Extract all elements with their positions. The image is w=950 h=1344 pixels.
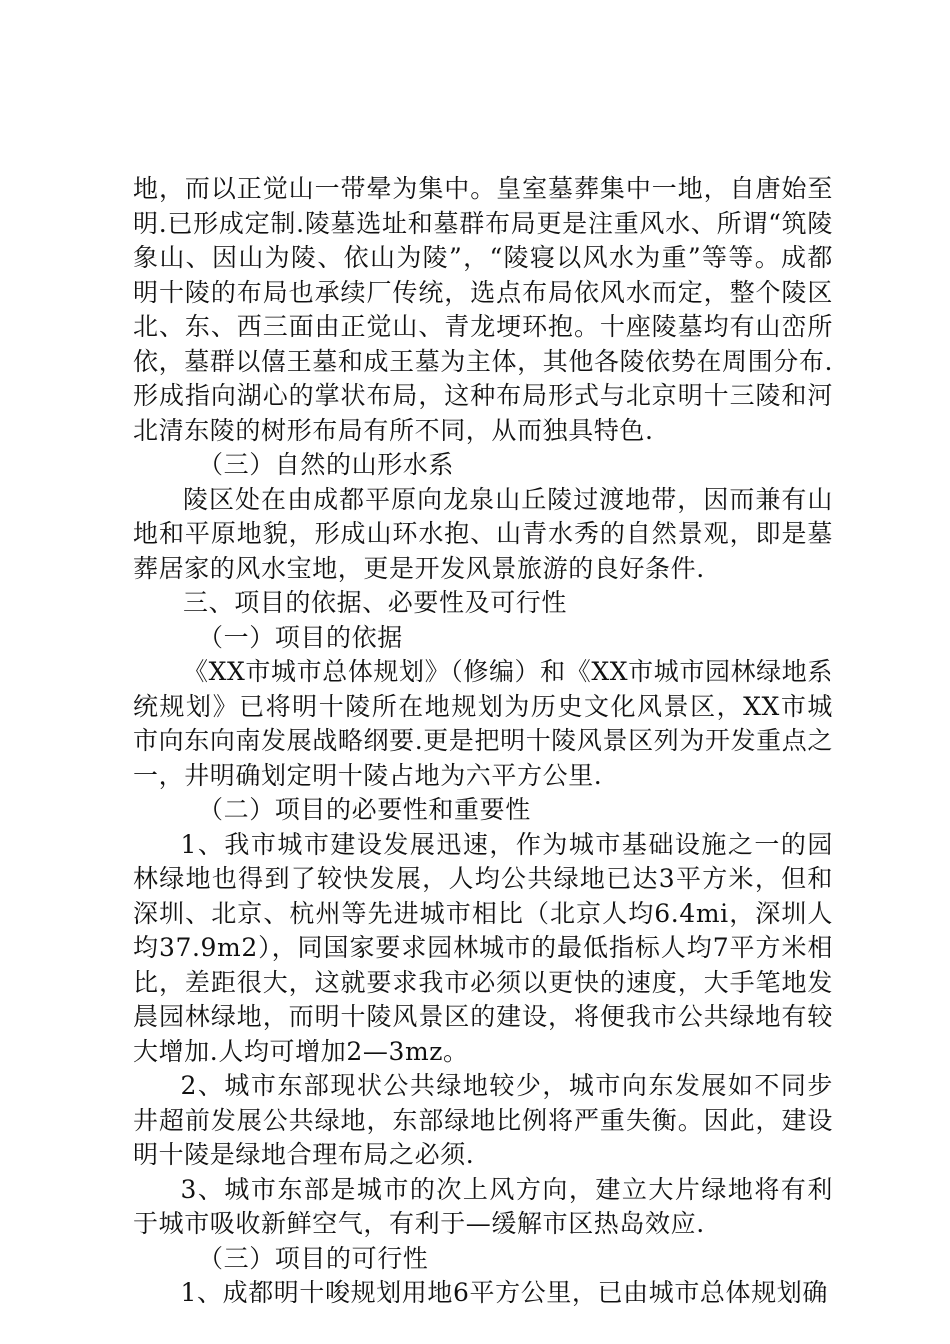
- subheading-feasibility: （三）项目的可行性: [198, 1243, 429, 1273]
- subheading-natural-landscape: （三）自然的山形水系: [198, 450, 455, 479]
- subheading-project-basis: （一）项目的依据: [198, 622, 403, 652]
- subheading-necessity: （二）项目的必要性和重要性: [198, 795, 531, 824]
- section-heading-project-basis: 三、项目的依据、必要性及可行性: [183, 588, 568, 617]
- paragraph-natural-landscape: 陵区处在由成都平原向龙泉山丘陵过渡地带，因而兼有山地和平原地貌，形成山环水抱、山青水秀的自然景观，即是墓葬居家的风水宝地，更是开发风景旅游的良好条件.: [133, 484, 833, 583]
- document-body: [133, 172, 833, 1311]
- paragraph-layout-continuation: 地，而以正觉山一带晕为集中。皇室墓葬集中一地，自唐始至明.已形成定制.陵墓选址和墓群布局更是注重风水、所谓“筑陵象山、因山为陵、依山为陵”，“陵寝以风水为重”等等。成都明十陵的布局也承续厂传统，选点布局依风水而定，整个陵区北、东、西三面由正觉山、青龙埂环抱。十座陵墓均有山峦所依，墓群以僖王墓和成王墓为主体，其他各陵依势在周围分布.形成指向湖心的掌状布局，这种布局形式与北京明十三陵和河北清东陵的树形布局有所不同，从而独具特色.: [133, 174, 833, 445]
- paragraph-feasibility-1: 1、成都明十唆规划用地6平方公里，已由城市总体规划确: [180, 1278, 828, 1307]
- paragraph-necessity-2: 2、城市东部现状公共绿地较少，城市向东发展如不同步井超前发展公共绿地，东部绿地比例将严重失衡。因此，建设明十陵是绿地合理布局之必须.: [133, 1071, 833, 1169]
- paragraph-necessity-3: 3、城市东部是城市的次上风方向，建立大片绿地将有利于城市吸收新鲜空气，有利于—缓解市区热岛效应.: [133, 1174, 833, 1238]
- paragraph-project-basis: 《XX市城市总体规划》（修编）和《XX市城市园林绿地系统规划》已将明十陵所在地规划为历史文化风景区，XX市城市向东向南发展战略纲要.更是把明十陵风景区列为开发重点之一，井明确划定明十陵占地为六平方公里.: [133, 657, 833, 790]
- paragraph-necessity-1: 1、我市城市建设发展迅速，作为城市基础设施之一的园林绿地也得到了较快发展，人均公共绿地已达3平方米，但和深圳、北京、杭州等先进城市相比（北京人均6.4mi，深圳人均37.9m2），同国家要求园林城市的最低指标人均7平方米相比，差距很大，这就要求我市必须以更快的速度，大手笔地发晨园林绿地，而明十陵风景区的建设，将便我市公共绿地有较大增加.人均可增加2—3mz。: [133, 829, 833, 1066]
